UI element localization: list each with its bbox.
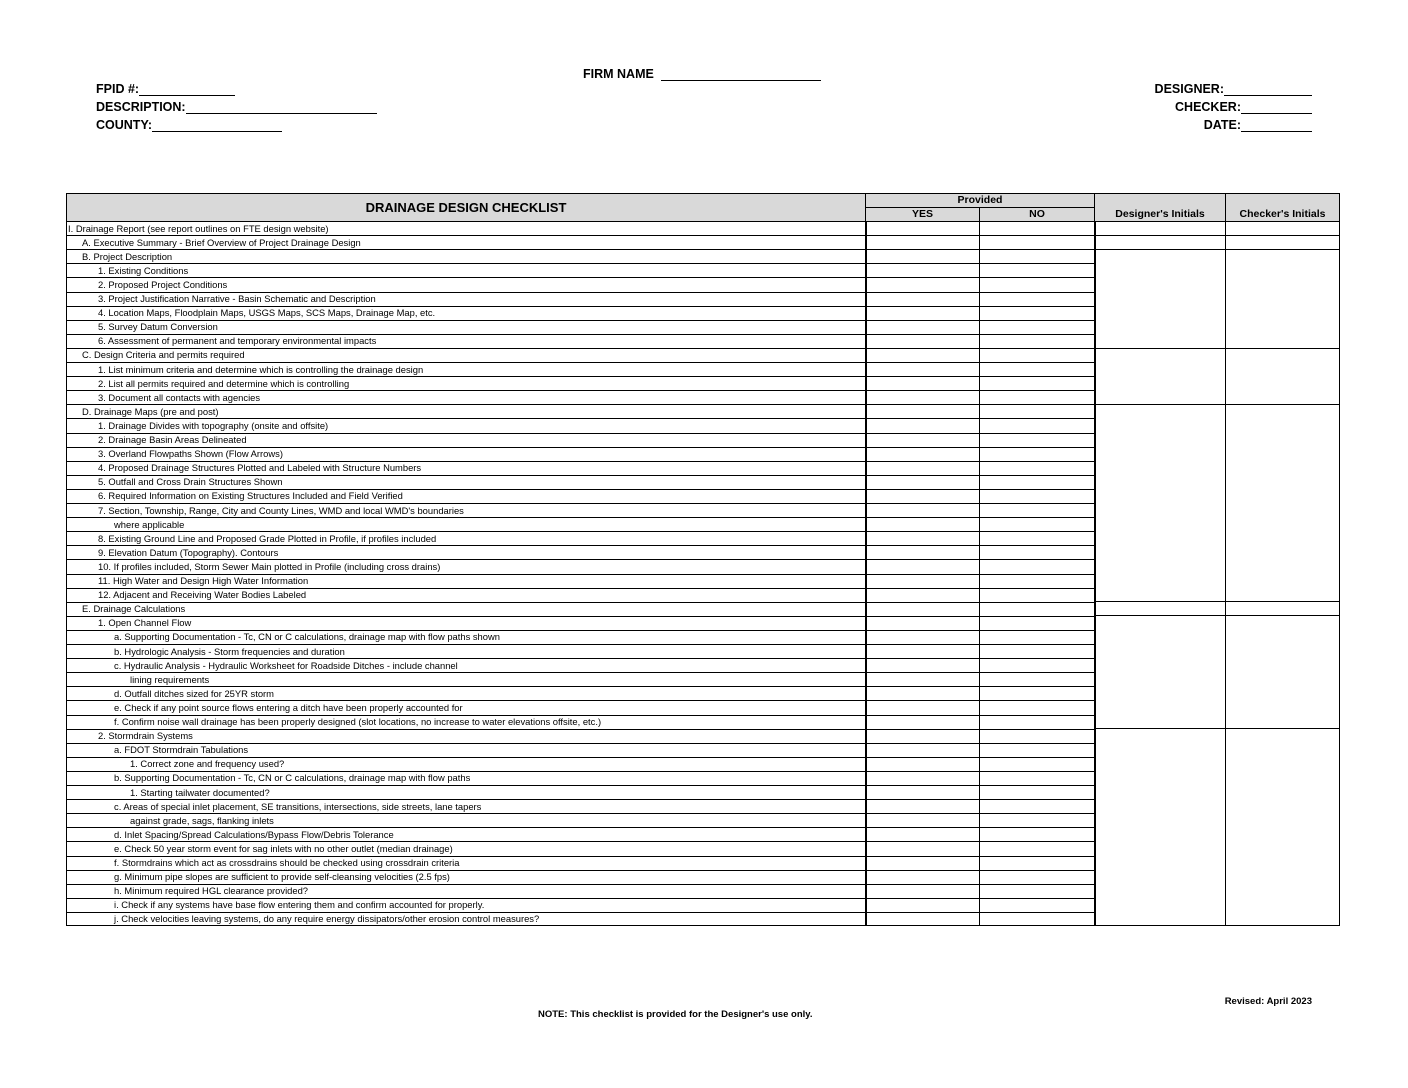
provided-yes-cell[interactable] (866, 602, 979, 616)
designer-blank[interactable] (1224, 83, 1312, 96)
provided-yes-cell[interactable] (866, 461, 979, 475)
provided-no-cell[interactable] (980, 827, 1094, 841)
provided-no-cell[interactable] (980, 841, 1094, 855)
provided-no-cell[interactable] (980, 235, 1094, 249)
checklist-item: g. Minimum pipe slopes are sufficient to provide self-cleansing velocities (2.5 fps) (114, 871, 450, 883)
checklist-item: D. Drainage Maps (pre and post) (82, 405, 219, 417)
provided-no-cell[interactable] (980, 743, 1094, 757)
checklist-item: b. Hydrologic Analysis - Storm frequencies and duration (114, 645, 345, 657)
provided-no-cell[interactable] (980, 221, 1094, 235)
fpid-label: FPID #: (96, 82, 140, 96)
provided-no-cell[interactable] (980, 320, 1094, 334)
provided-no-cell[interactable] (980, 447, 1094, 461)
provided-yes-cell[interactable] (866, 277, 979, 291)
provided-no-cell[interactable] (980, 588, 1094, 602)
checklist-item: 6. Assessment of permanent and temporary environmental impacts (98, 335, 377, 347)
provided-no-cell[interactable] (980, 616, 1094, 630)
provided-header (865, 193, 1095, 208)
checklist-item: 1. Open Channel Flow (98, 617, 192, 629)
checklist-item: 5. Survey Datum Conversion (98, 321, 218, 333)
checklist-item: I. Drainage Report (see report outlines on FTE design website) (68, 222, 329, 234)
provided-yes-cell[interactable] (866, 658, 979, 672)
checklist-item: c. Areas of special inlet placement, SE transitions, intersections, side streets, lane tapers (114, 800, 482, 812)
checklist-item: e. Check if any point source flows entering a ditch have been properly accounted for (114, 701, 463, 713)
provided-yes-cell[interactable] (866, 249, 979, 263)
yes-label: YES (911, 208, 933, 220)
provided-yes-cell[interactable] (866, 813, 979, 827)
checker-blank[interactable] (1241, 101, 1312, 114)
checklist-item: 5. Outfall and Cross Drain Structures Shown (98, 476, 283, 488)
provided-yes-cell[interactable] (866, 743, 979, 757)
checklist-title-cell (66, 193, 866, 222)
description-blank[interactable] (186, 101, 377, 114)
checklist-item: b. Supporting Documentation - Tc, CN or C calculations, drainage map with flow paths (114, 772, 471, 784)
provided-yes-cell[interactable] (866, 870, 979, 884)
provided-yes-cell[interactable] (866, 588, 979, 602)
provided-no-cell[interactable] (980, 630, 1094, 644)
provided-no-cell[interactable] (980, 404, 1094, 418)
checklist-item: 3. Project Justification Narrative - Basin Schematic and Description (98, 293, 376, 304)
provided-yes-cell[interactable] (866, 235, 979, 249)
provided-yes-cell[interactable] (866, 292, 979, 306)
checklist-item: d. Outfall ditches sized for 25YR storm (114, 687, 274, 699)
designer-label: DESIGNER: (1154, 82, 1224, 96)
firm-name-label: FIRM NAME (583, 67, 654, 81)
provided-yes-cell[interactable] (866, 531, 979, 545)
checklist-item: A. Executive Summary - Brief Overview of Project Drainage Design (82, 236, 361, 248)
provided-yes-cell[interactable] (866, 362, 979, 376)
provided-yes-cell[interactable] (866, 376, 979, 390)
provided-no-cell[interactable] (980, 475, 1094, 489)
provided-no-cell[interactable] (980, 658, 1094, 672)
col-divider-no (1094, 221, 1096, 926)
provided-yes-cell[interactable] (866, 334, 979, 348)
checker-initials-label: Checker's Initials (1239, 208, 1326, 220)
checklist-item: 2. Proposed Project Conditions (98, 278, 228, 290)
provided-yes-cell[interactable] (866, 545, 979, 559)
checklist-item: 7. Section, Township, Range, City and County Lines, WMD and local WMD's boundaries (98, 504, 464, 516)
county-label: COUNTY: (96, 118, 153, 132)
checklist-item: 1. Correct zone and frequency used? (130, 758, 285, 770)
provided-yes-cell[interactable] (866, 475, 979, 489)
revised-date: Revised: April 2023 (1224, 996, 1312, 1007)
provided-yes-cell[interactable] (866, 503, 979, 517)
checklist-item: i. Check if any systems have base flow entering them and confirm accounted for properly. (114, 899, 485, 911)
provided-yes-cell[interactable] (866, 912, 979, 926)
provided-yes-cell[interactable] (866, 390, 979, 404)
initials-group-line (1094, 404, 1340, 405)
provided-yes-cell[interactable] (866, 799, 979, 813)
provided-no-cell[interactable] (980, 545, 1094, 559)
initials-group-line (1094, 235, 1340, 236)
provided-yes-cell[interactable] (866, 785, 979, 799)
initials-group-line (1094, 728, 1340, 729)
checklist-item: f. Confirm noise wall drainage has been properly designed (slot locations, no increase to water elevations offsite, etc.) (114, 716, 602, 727)
provided-no-cell[interactable] (980, 729, 1094, 743)
no-label: NO (1029, 208, 1045, 220)
checklist-item: 3. Overland Flowpaths Shown (Flow Arrows) (98, 448, 283, 460)
checker-field (1175, 100, 1312, 114)
checklist-item: 10. If profiles included, Storm Sewer Main plotted in Profile (including cross drains) (98, 560, 441, 572)
provided-no-cell[interactable] (980, 362, 1094, 376)
provided-no-cell[interactable] (980, 912, 1094, 926)
provided-no-cell[interactable] (980, 715, 1094, 729)
checklist-item: 1. Drainage Divides with topography (onsite and offsite) (98, 419, 329, 431)
provided-no-cell[interactable] (980, 799, 1094, 813)
provided-no-cell[interactable] (980, 263, 1094, 277)
provided-no-cell[interactable] (980, 503, 1094, 517)
provided-no-cell[interactable] (980, 870, 1094, 884)
provided-no-cell[interactable] (980, 602, 1094, 616)
checklist-item: 4. Proposed Drainage Structures Plotted and Labeled with Structure Numbers (98, 462, 422, 474)
provided-yes-cell[interactable] (866, 348, 979, 362)
provided-no-cell[interactable] (980, 686, 1094, 700)
provided-no-cell[interactable] (980, 813, 1094, 827)
provided-no-cell[interactable] (980, 249, 1094, 263)
provided-yes-cell[interactable] (866, 827, 979, 841)
provided-no-cell[interactable] (980, 418, 1094, 432)
provided-yes-cell[interactable] (866, 715, 979, 729)
provided-yes-cell[interactable] (866, 517, 979, 531)
checklist-title: DRAINAGE DESIGN CHECKLIST (365, 200, 567, 215)
designer-field (1155, 82, 1312, 96)
provided-yes-cell[interactable] (866, 757, 979, 771)
checklist-item: 11. High Water and Design High Water Information (98, 575, 309, 586)
provided-no-cell[interactable] (980, 376, 1094, 390)
provided-yes-cell[interactable] (866, 644, 979, 658)
provided-yes-cell[interactable] (866, 771, 979, 785)
checklist-item: e. Check 50 year storm event for sag inlets with no other outlet (median drainage) (114, 842, 453, 854)
provided-no-cell[interactable] (980, 884, 1094, 898)
footer-note: NOTE: This checklist is provided for the Designer's use only. (538, 1009, 813, 1020)
checklist-item: 4. Location Maps, Floodplain Maps, USGS Maps, SCS Maps, Drainage Map, etc. (98, 307, 436, 319)
provided-yes-cell[interactable] (866, 898, 979, 912)
provided-no-cell[interactable] (980, 348, 1094, 362)
provided-no-cell[interactable] (980, 856, 1094, 870)
checklist-item: 9. Elevation Datum (Topography). Contours (98, 546, 279, 558)
no-header (979, 207, 1095, 222)
provided-no-cell[interactable] (980, 785, 1094, 799)
provided-yes-cell[interactable] (866, 489, 979, 503)
checklist-item: lining requirements (130, 673, 210, 685)
provided-no-cell[interactable] (980, 461, 1094, 475)
checklist-item: where applicable (114, 518, 185, 530)
description-label: DESCRIPTION: (96, 100, 186, 114)
provided-yes-cell[interactable] (866, 884, 979, 898)
checklist-item: E. Drainage Calculations (82, 603, 186, 615)
provided-yes-cell[interactable] (866, 616, 979, 630)
provided-yes-cell[interactable] (866, 418, 979, 432)
provided-no-cell[interactable] (980, 433, 1094, 447)
checklist-item: a. Supporting Documentation - Tc, CN or C calculations, drainage map with flow paths shown (114, 631, 500, 643)
provided-no-cell[interactable] (980, 559, 1094, 573)
checklist-item: a. FDOT Stormdrain Tabulations (114, 744, 249, 756)
checklist-item: j. Check velocities leaving systems, do any require energy dissipators/other erosion control measures? (114, 913, 540, 925)
checklist-item: B. Project Description (82, 250, 173, 262)
provided-yes-cell[interactable] (866, 700, 979, 714)
provided-yes-cell[interactable] (866, 221, 979, 235)
designer-initials-header (1094, 193, 1226, 222)
checker-initials-header (1225, 193, 1340, 222)
date-blank[interactable] (1241, 119, 1312, 132)
provided-no-cell[interactable] (980, 306, 1094, 320)
checklist-item: C. Design Criteria and permits required (82, 349, 245, 361)
provided-yes-cell[interactable] (866, 574, 979, 588)
provided-yes-cell[interactable] (866, 320, 979, 334)
provided-yes-cell[interactable] (866, 841, 979, 855)
provided-no-cell[interactable] (980, 517, 1094, 531)
checklist-item: 8. Existing Ground Line and Proposed Grade Plotted in Profile, if profiles included (98, 532, 437, 544)
initials-group-line (1094, 615, 1340, 616)
initials-group-line (1094, 249, 1340, 250)
designer-initials-label: Designer's Initials (1115, 208, 1205, 220)
checklist-item: 2. List all permits required and determine which is controlling (98, 377, 350, 389)
provided-no-cell[interactable] (980, 489, 1094, 503)
provided-yes-cell[interactable] (866, 630, 979, 644)
provided-yes-cell[interactable] (866, 729, 979, 743)
provided-yes-cell[interactable] (866, 856, 979, 870)
checklist-item: 1. Starting tailwater documented? (130, 786, 270, 798)
provided-no-cell[interactable] (980, 771, 1094, 785)
checklist-item: h. Minimum required HGL clearance provided? (114, 885, 309, 897)
provided-no-cell[interactable] (980, 292, 1094, 306)
checklist-item: 2. Drainage Basin Areas Delineated (98, 434, 247, 445)
checklist-item: 3. Document all contacts with agencies (98, 391, 261, 403)
initials-group-line (1094, 348, 1340, 349)
checklist-item: 1. Existing Conditions (98, 264, 189, 276)
provided-label: Provided (957, 194, 1003, 206)
checker-label: CHECKER: (1175, 100, 1241, 114)
provided-no-cell[interactable] (980, 700, 1094, 714)
date-label: DATE: (1203, 118, 1241, 132)
checklist-item: 1. List minimum criteria and determine which is controlling the drainage design (98, 363, 424, 375)
provided-no-cell[interactable] (980, 574, 1094, 588)
drainage-checklist-table (66, 193, 1340, 926)
initials-group-line (1094, 601, 1340, 602)
provided-no-cell[interactable] (980, 390, 1094, 404)
provided-no-cell[interactable] (980, 672, 1094, 686)
provided-yes-cell[interactable] (866, 263, 979, 277)
provided-no-cell[interactable] (980, 898, 1094, 912)
provided-yes-cell[interactable] (866, 404, 979, 418)
checklist-item: d. Inlet Spacing/Spread Calculations/Bypass Flow/Debris Tolerance (114, 828, 394, 840)
date-field (1204, 118, 1312, 132)
provided-no-cell[interactable] (980, 334, 1094, 348)
checklist-item: 2. Stormdrain Systems (98, 730, 193, 742)
col-divider-designer (1225, 221, 1226, 926)
provided-yes-cell[interactable] (866, 672, 979, 686)
checklist-item: 6. Required Information on Existing Structures Included and Field Verified (98, 490, 403, 502)
checklist-item: against grade, sags, flanking inlets (130, 814, 274, 826)
checklist-item: c. Hydraulic Analysis - Hydraulic Worksheet for Roadside Ditches - include channel (114, 659, 458, 671)
checklist-item: f. Stormdrains which act as crossdrains should be checked using crossdrain criteria (114, 857, 460, 868)
provided-yes-cell[interactable] (866, 559, 979, 573)
provided-no-cell[interactable] (980, 277, 1094, 291)
firm-name-field (583, 67, 821, 81)
county-blank[interactable] (152, 119, 282, 132)
fpid-blank[interactable] (139, 83, 235, 96)
yes-header (865, 207, 980, 222)
provided-yes-cell[interactable] (866, 306, 979, 320)
provided-no-cell[interactable] (980, 531, 1094, 545)
provided-yes-cell[interactable] (866, 447, 979, 461)
provided-yes-cell[interactable] (866, 433, 979, 447)
firm-name-blank[interactable] (661, 68, 821, 81)
provided-yes-cell[interactable] (866, 686, 979, 700)
county-field (96, 118, 282, 132)
provided-no-cell[interactable] (980, 644, 1094, 658)
fpid-field (96, 82, 235, 96)
provided-no-cell[interactable] (980, 757, 1094, 771)
description-field (96, 100, 377, 114)
checklist-item: 12. Adjacent and Receiving Water Bodies Labeled (98, 589, 307, 601)
